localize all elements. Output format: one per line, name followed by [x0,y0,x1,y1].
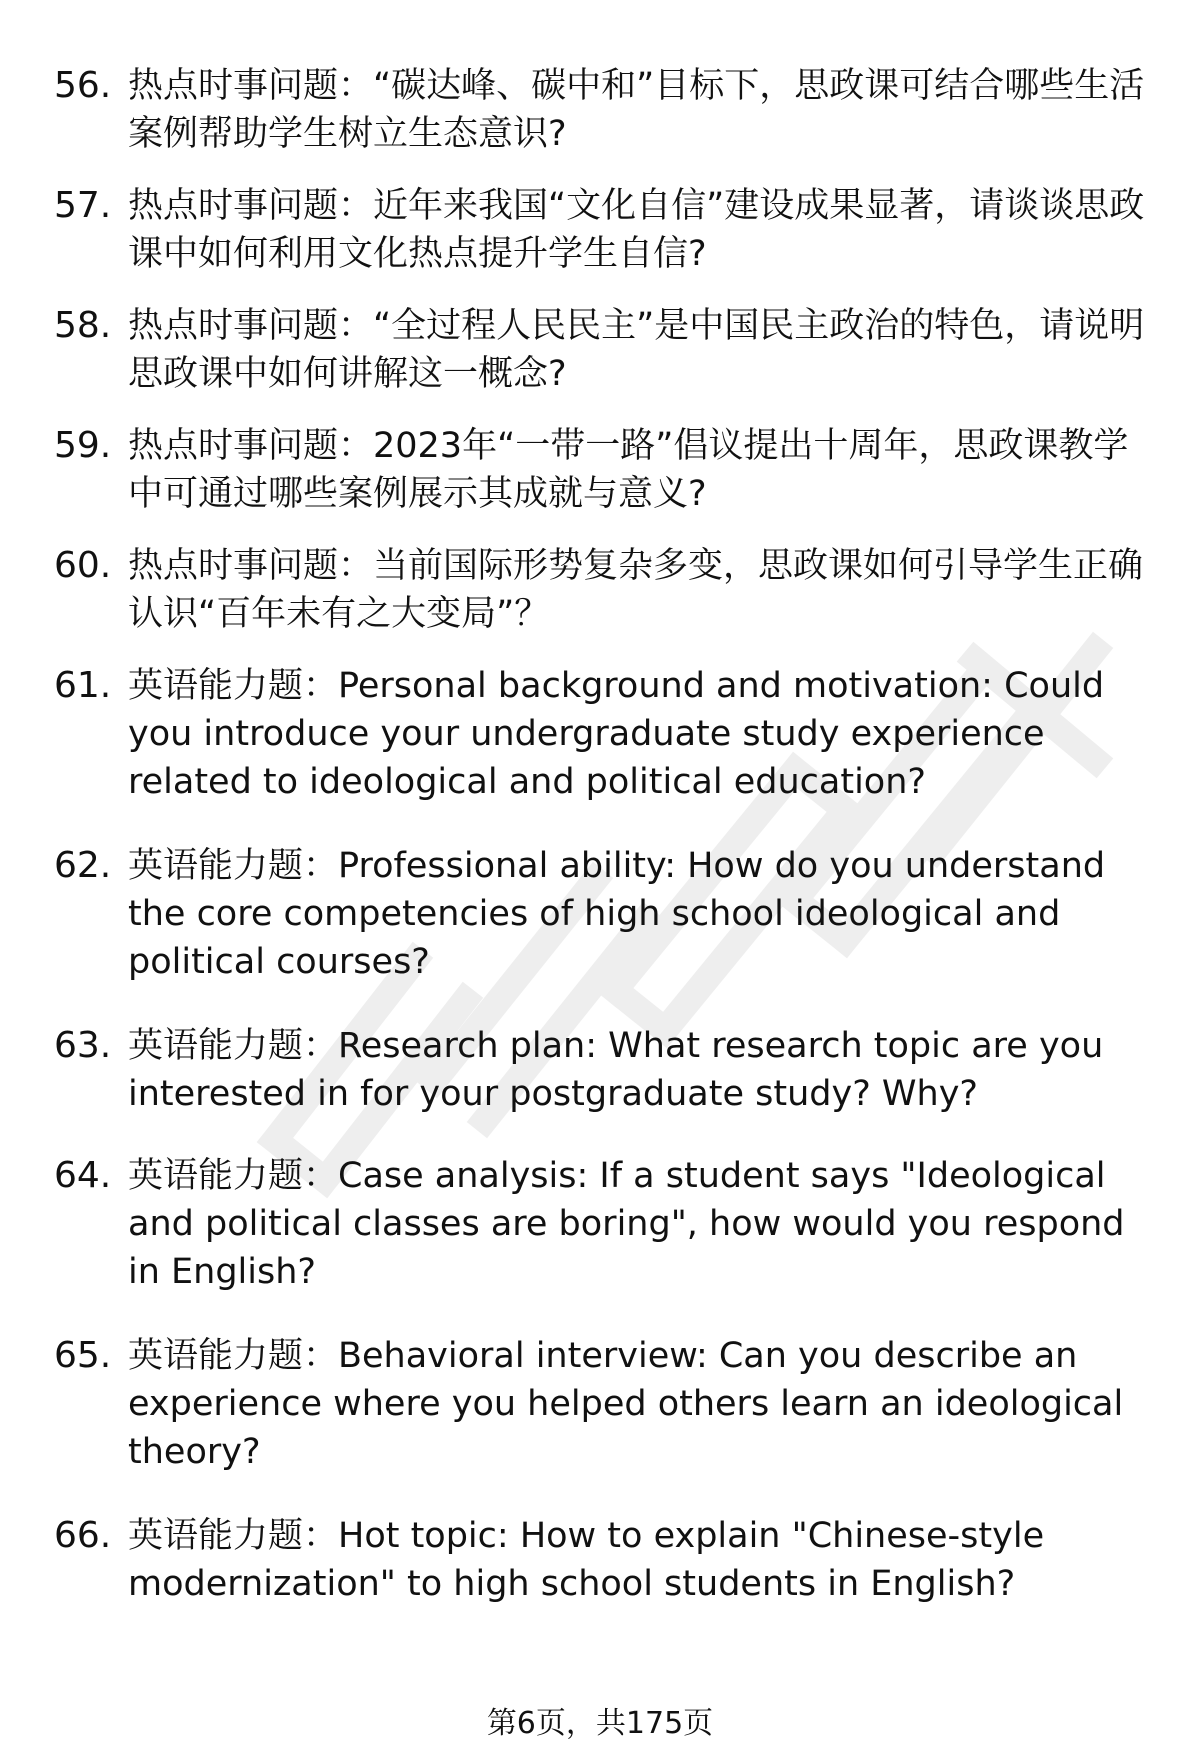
question-item [54,1512,1154,1608]
question-number: 57. [54,185,112,226]
question-text: 热点时事问题：近年来我国“文化自信”建设成果显著，请谈谈思政课中如何利用文化热点提升学生自信? [128,186,1145,274]
question-number: 58. [54,305,112,346]
question-number: 56. [54,65,112,106]
question-text: 热点时事问题：当前国际形势复杂多变，思政课如何引导学生正确认识“百年未有之大变局”？ [128,546,1144,634]
question-item [54,842,1154,986]
question-number: 62. [54,845,112,886]
question-number: 59. [54,425,112,466]
question-item [54,422,1154,518]
question-text: 英语能力题：Case analysis: If a student says "Ideological and political classes are boring", how would you respond in English? [128,1156,1125,1292]
question-text: 英语能力题：Research plan: What research topic are you interested in for your postgraduate study? Why? [128,1026,1104,1114]
question-text: 热点时事问题：“全过程人民民主”是中国民主政治的特色，请说明思政课中如何讲解这一概念? [128,306,1145,394]
question-number: 61. [54,665,112,706]
question-item [54,302,1154,398]
question-item [54,1022,1154,1118]
question-text: 英语能力题：Behavioral interview: Can you describe an experience where you helped others learn an ideological theory? [128,1336,1124,1472]
question-text: 热点时事问题：“碳达峰、碳中和”目标下，思政课可结合哪些生活案例帮助学生树立生态意识? [128,66,1145,154]
question-item [54,662,1154,806]
question-number: 63. [54,1025,112,1066]
question-text: 英语能力题：Professional ability: How do you understand the core competencies of high school ideological and political courses? [128,846,1106,982]
question-item [54,182,1154,278]
question-item [54,1332,1154,1476]
question-item [54,542,1154,638]
page-number-footer: 第6页，共175页 [486,1706,714,1741]
question-item [54,1152,1154,1296]
question-text: 热点时事问题：2023年“一带一路”倡议提出十周年，思政课教学中可通过哪些案例展示其成就与意义? [128,426,1129,514]
question-text: 英语能力题：Personal background and motivation: Could you introduce your undergraduate study experience related to ideological and political education? [128,666,1105,802]
question-item [54,62,1154,158]
question-number: 66. [54,1515,112,1556]
question-number: 65. [54,1335,112,1376]
question-text: 英语能力题：Hot topic: How to explain "Chinese-style modernization" to high school students in English? [128,1516,1045,1604]
question-number: 60. [54,545,112,586]
question-number: 64. [54,1155,112,1196]
